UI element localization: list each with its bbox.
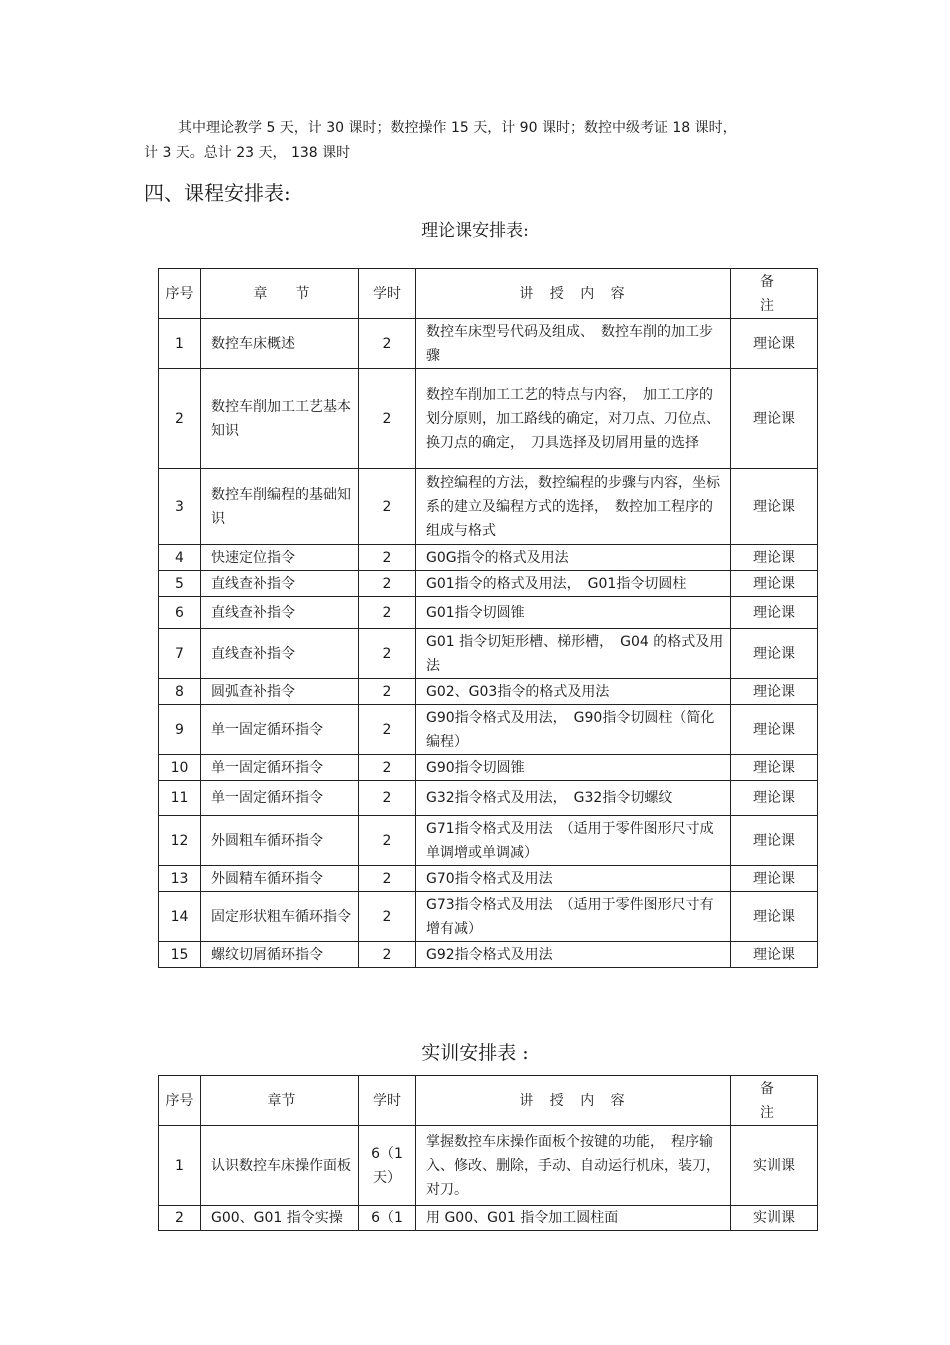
cell-hours: 2 [359,545,416,571]
header-content: 讲 授 内 容 [416,1076,731,1126]
cell-hours: 2 [359,571,416,597]
cell-chapter: 外圆精车循环指令 [201,866,359,892]
cell-no: 4 [159,545,201,571]
cell-content: G02、G03指令的格式及用法 [416,679,731,705]
table-row [159,629,818,679]
cell-hours: 2 [359,705,416,755]
header-note: 备 注 [731,1076,818,1126]
cell-chapter: 快速定位指令 [201,545,359,571]
theory-schedule-table [158,268,818,968]
cell-chapter: 直线查补指令 [201,597,359,629]
cell-content: 掌握数控车床操作面板个按键的功能， 程序输入、修改、删除，手动、自动运行机床，装刀，对刀。 [416,1126,731,1206]
cell-hours: 2 [359,755,416,781]
table-row [159,369,818,469]
cell-content: G92指令格式及用法 [416,942,731,968]
header-chapter: 章节 [201,1076,359,1126]
cell-note: 理论课 [731,816,818,866]
cell-chapter: 单一固定循环指令 [201,705,359,755]
table-row [159,1126,818,1206]
header-note: 备 注 [731,269,818,319]
cell-hours: 2 [359,629,416,679]
cell-no: 2 [159,1206,201,1231]
cell-chapter: 数控车削加工工艺基本知识 [201,369,359,469]
cell-no: 14 [159,892,201,942]
cell-hours: 6（1 [359,1206,416,1231]
cell-note: 理论课 [731,629,818,679]
cell-note: 理论课 [731,571,818,597]
header-no: 序号 [159,1076,201,1126]
cell-no: 3 [159,469,201,545]
table-row [159,755,818,781]
practice-table-title: 实训安排表 : [421,1042,529,1064]
table-row [159,866,818,892]
practice-schedule-table [158,1075,818,1231]
cell-hours: 2 [359,319,416,369]
theory-table-title: 理论课安排表: [421,221,529,241]
cell-note: 理论课 [731,892,818,942]
cell-hours: 2 [359,892,416,942]
cell-content: 数控编程的方法，数控编程的步骤与内容，坐标系的建立及编程方式的选择， 数控加工程序的组成与格式 [416,469,731,545]
cell-chapter: 圆弧查补指令 [201,679,359,705]
table-row [159,705,818,755]
table-header-row [159,269,818,319]
header-hours: 学时 [359,269,416,319]
table-row [159,679,818,705]
cell-chapter: 认识数控车床操作面板 [201,1126,359,1206]
cell-chapter: 固定形状粗车循环指令 [201,892,359,942]
table-row [159,319,818,369]
table-row [159,781,818,816]
cell-note: 理论课 [731,319,818,369]
cell-no: 11 [159,781,201,816]
cell-hours: 2 [359,781,416,816]
table-row [159,597,818,629]
cell-no: 1 [159,1126,201,1206]
cell-note: 实训课 [731,1126,818,1206]
cell-no: 10 [159,755,201,781]
table-row [159,942,818,968]
cell-content: G90指令格式及用法， G90指令切圆柱（简化编程） [416,705,731,755]
cell-note: 实训课 [731,1206,818,1231]
cell-chapter: 单一固定循环指令 [201,781,359,816]
cell-hours: 2 [359,597,416,629]
intro-line-2: 计 3 天。总计 23 天， 138 课时 [144,145,351,161]
cell-note: 理论课 [731,469,818,545]
cell-hours: 2 [359,469,416,545]
cell-no: 13 [159,866,201,892]
cell-content: G73指令格式及用法 （适用于零件图形尺寸有增有减） [416,892,731,942]
table-row [159,469,818,545]
header-content: 讲 授 内 容 [416,269,731,319]
cell-content: G90指令切圆锥 [416,755,731,781]
cell-content: G71指令格式及用法 （适用于零件图形尺寸成单调增或单调减） [416,816,731,866]
cell-hours: 2 [359,816,416,866]
header-no: 序号 [159,269,201,319]
section-title: 四、课程安排表: [144,181,291,205]
intro-paragraph [144,116,804,166]
cell-note: 理论课 [731,781,818,816]
cell-chapter: 单一固定循环指令 [201,755,359,781]
cell-note: 理论课 [731,755,818,781]
cell-note: 理论课 [731,545,818,571]
cell-note: 理论课 [731,942,818,968]
cell-content: 数控车床型号代码及组成、 数控车削的加工步骤 [416,319,731,369]
table-header-row [159,1076,818,1126]
table-row [159,571,818,597]
cell-content: G01指令切圆锥 [416,597,731,629]
table-row [159,892,818,942]
cell-chapter: 数控车削编程的基础知识 [201,469,359,545]
cell-no: 2 [159,369,201,469]
cell-hours: 2 [359,679,416,705]
cell-note: 理论课 [731,369,818,469]
cell-chapter: 数控车床概述 [201,319,359,369]
cell-content: 数控车削加工工艺的特点与内容， 加工工序的划分原则，加工路线的确定，对刀点、刀位点、换刀点的确定， 刀具选择及切屑用量的选择 [416,369,731,469]
cell-content: G32指令格式及用法， G32指令切螺纹 [416,781,731,816]
cell-no: 1 [159,319,201,369]
cell-no: 8 [159,679,201,705]
cell-note: 理论课 [731,679,818,705]
cell-content: G70指令格式及用法 [416,866,731,892]
header-hours: 学时 [359,1076,416,1126]
cell-no: 12 [159,816,201,866]
cell-note: 理论课 [731,866,818,892]
cell-content: 用 G00、G01 指令加工圆柱面 [416,1206,731,1231]
cell-note: 理论课 [731,597,818,629]
cell-chapter: 外圆粗车循环指令 [201,816,359,866]
table-row [159,816,818,866]
cell-hours: 2 [359,369,416,469]
cell-hours: 2 [359,866,416,892]
cell-no: 7 [159,629,201,679]
cell-chapter: 直线查补指令 [201,571,359,597]
cell-hours: 6（1天） [359,1126,416,1206]
cell-chapter: G00、G01 指令实操 [201,1206,359,1231]
cell-no: 9 [159,705,201,755]
table-row [159,545,818,571]
cell-no: 5 [159,571,201,597]
cell-content: G0G指令的格式及用法 [416,545,731,571]
cell-no: 15 [159,942,201,968]
cell-note: 理论课 [731,705,818,755]
cell-chapter: 直线查补指令 [201,629,359,679]
cell-no: 6 [159,597,201,629]
cell-content: G01 指令切矩形槽、梯形槽， G04 的格式及用法 [416,629,731,679]
table-row [159,1206,818,1231]
cell-hours: 2 [359,942,416,968]
cell-chapter: 螺纹切屑循环指令 [201,942,359,968]
cell-content: G01指令的格式及用法， G01指令切圆柱 [416,571,731,597]
intro-line-1: 其中理论教学 5 天，计 30 课时；数控操作 15 天，计 90 课时；数控中级考证 18 课时， [178,120,737,136]
header-chapter: 章 节 [201,269,359,319]
